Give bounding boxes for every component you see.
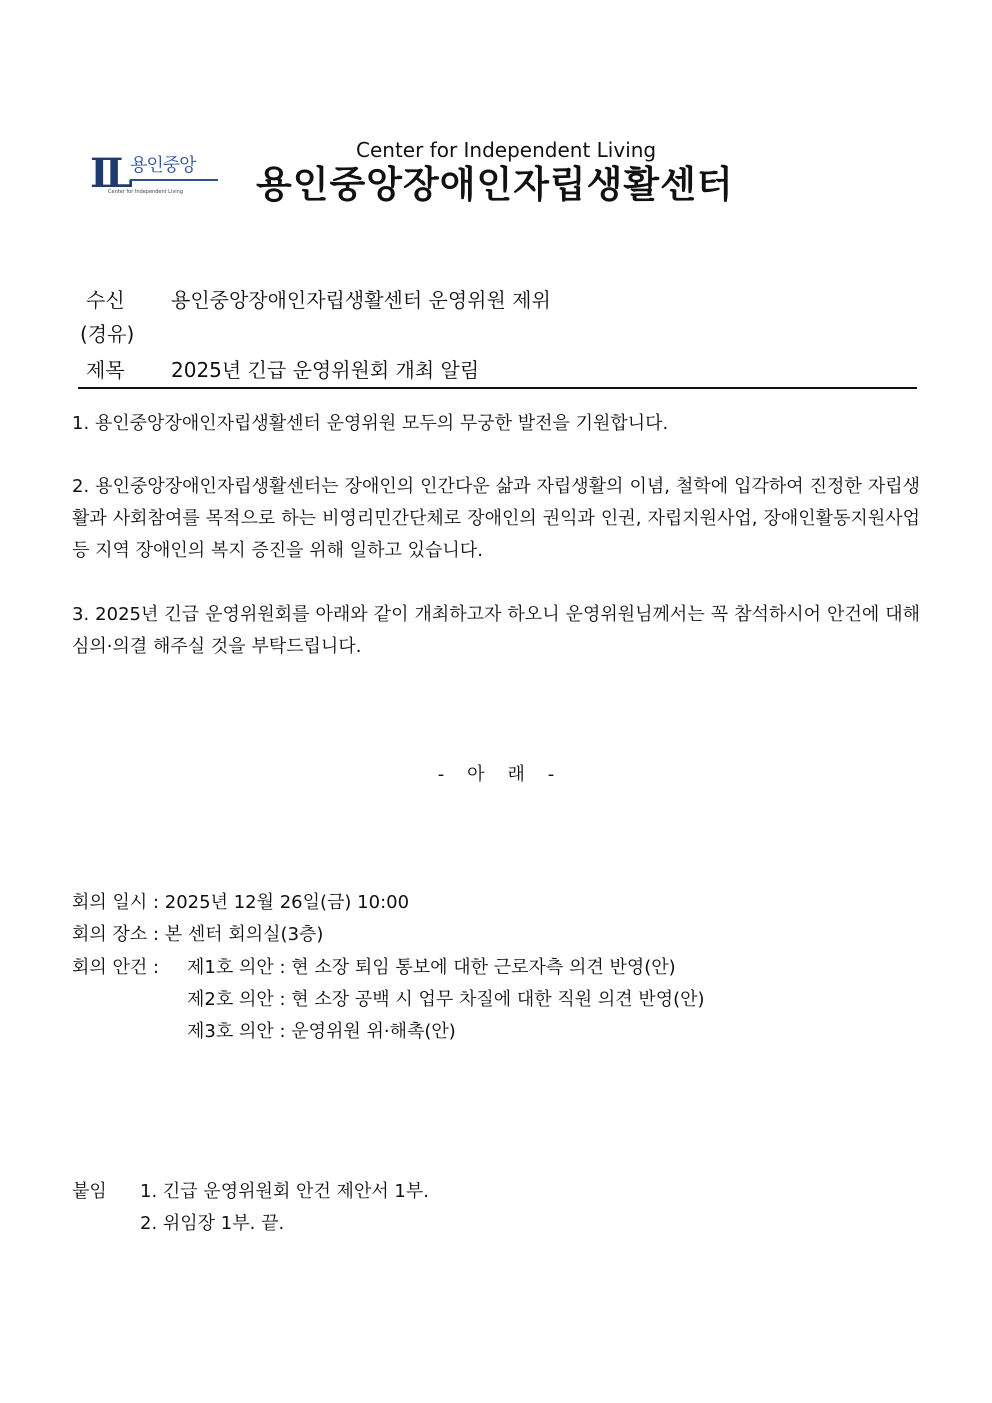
agenda-item: 제3호 의안 : 운영위원 위·해촉(안) [187, 1021, 456, 1042]
logo-text: 용인중앙 [130, 155, 196, 176]
section-separator: - 아 래 - [437, 764, 555, 785]
header-divider [78, 387, 917, 389]
agenda-item: 제2호 의안 : 현 소장 공백 시 업무 차질에 대한 직원 의견 반영(안) [187, 989, 705, 1010]
logo-small-text: Center for Independent Living [108, 189, 184, 195]
via-label: (경유) [80, 322, 135, 346]
recipient-label: 수신 [86, 288, 125, 312]
meeting-datetime: 회의 일시 : 2025년 12월 26일(금) 10:00 [72, 892, 410, 913]
attachments-label: 붙임 [72, 1181, 107, 1202]
organization-logo [90, 150, 225, 198]
subject-label: 제목 [86, 358, 125, 382]
agenda-item: 제1호 의안 : 현 소장 퇴임 통보에 대한 근로자측 의견 반영(안) [187, 957, 676, 978]
paragraph-2: 2. 용인중앙장애인자립생활센터는 장애인의 인간다운 삶과 자립생활의 이념, 철학에 입각하여 진정한 자립생활과 사회참여를 목적으로 하는 비영리민간단체로 장애인의 권익과 인권, 자립지원사업, 장애인활동지원사업 등 지역 장애인의 복지 증진을 위해 일하고 있습니다. [72, 476, 920, 561]
logo-underline [130, 179, 218, 181]
header-english-name: Center for Independent Living [356, 138, 657, 162]
paragraph-3: 3. 2025년 긴급 운영위원회를 아래와 같이 개최하고자 하오니 운영위원님께서는 꼭 참석하시어 안건에 대해 심의·의결 해주실 것을 부탁드립니다. [72, 604, 920, 657]
header-korean-name: 용인중앙장애인자립생활센터 [256, 163, 734, 206]
logo-mark: IL [90, 150, 129, 197]
subject: 2025년 긴급 운영위원회 개최 알림 [171, 358, 480, 382]
meeting-place: 회의 장소 : 본 센터 회의실(3층) [72, 924, 324, 945]
paragraph-1: 1. 용인중앙장애인자립생활센터 운영위원 모두의 무궁한 발전을 기원합니다. [72, 413, 669, 434]
attachment-item: 1. 긴급 운영위원회 안건 제안서 1부. [140, 1181, 429, 1202]
recipient: 용인중앙장애인자립생활센터 운영위원 제위 [171, 288, 551, 312]
attachment-item: 2. 위임장 1부. 끝. [140, 1213, 285, 1234]
meeting-agenda-label: 회의 안건 : [72, 957, 160, 978]
